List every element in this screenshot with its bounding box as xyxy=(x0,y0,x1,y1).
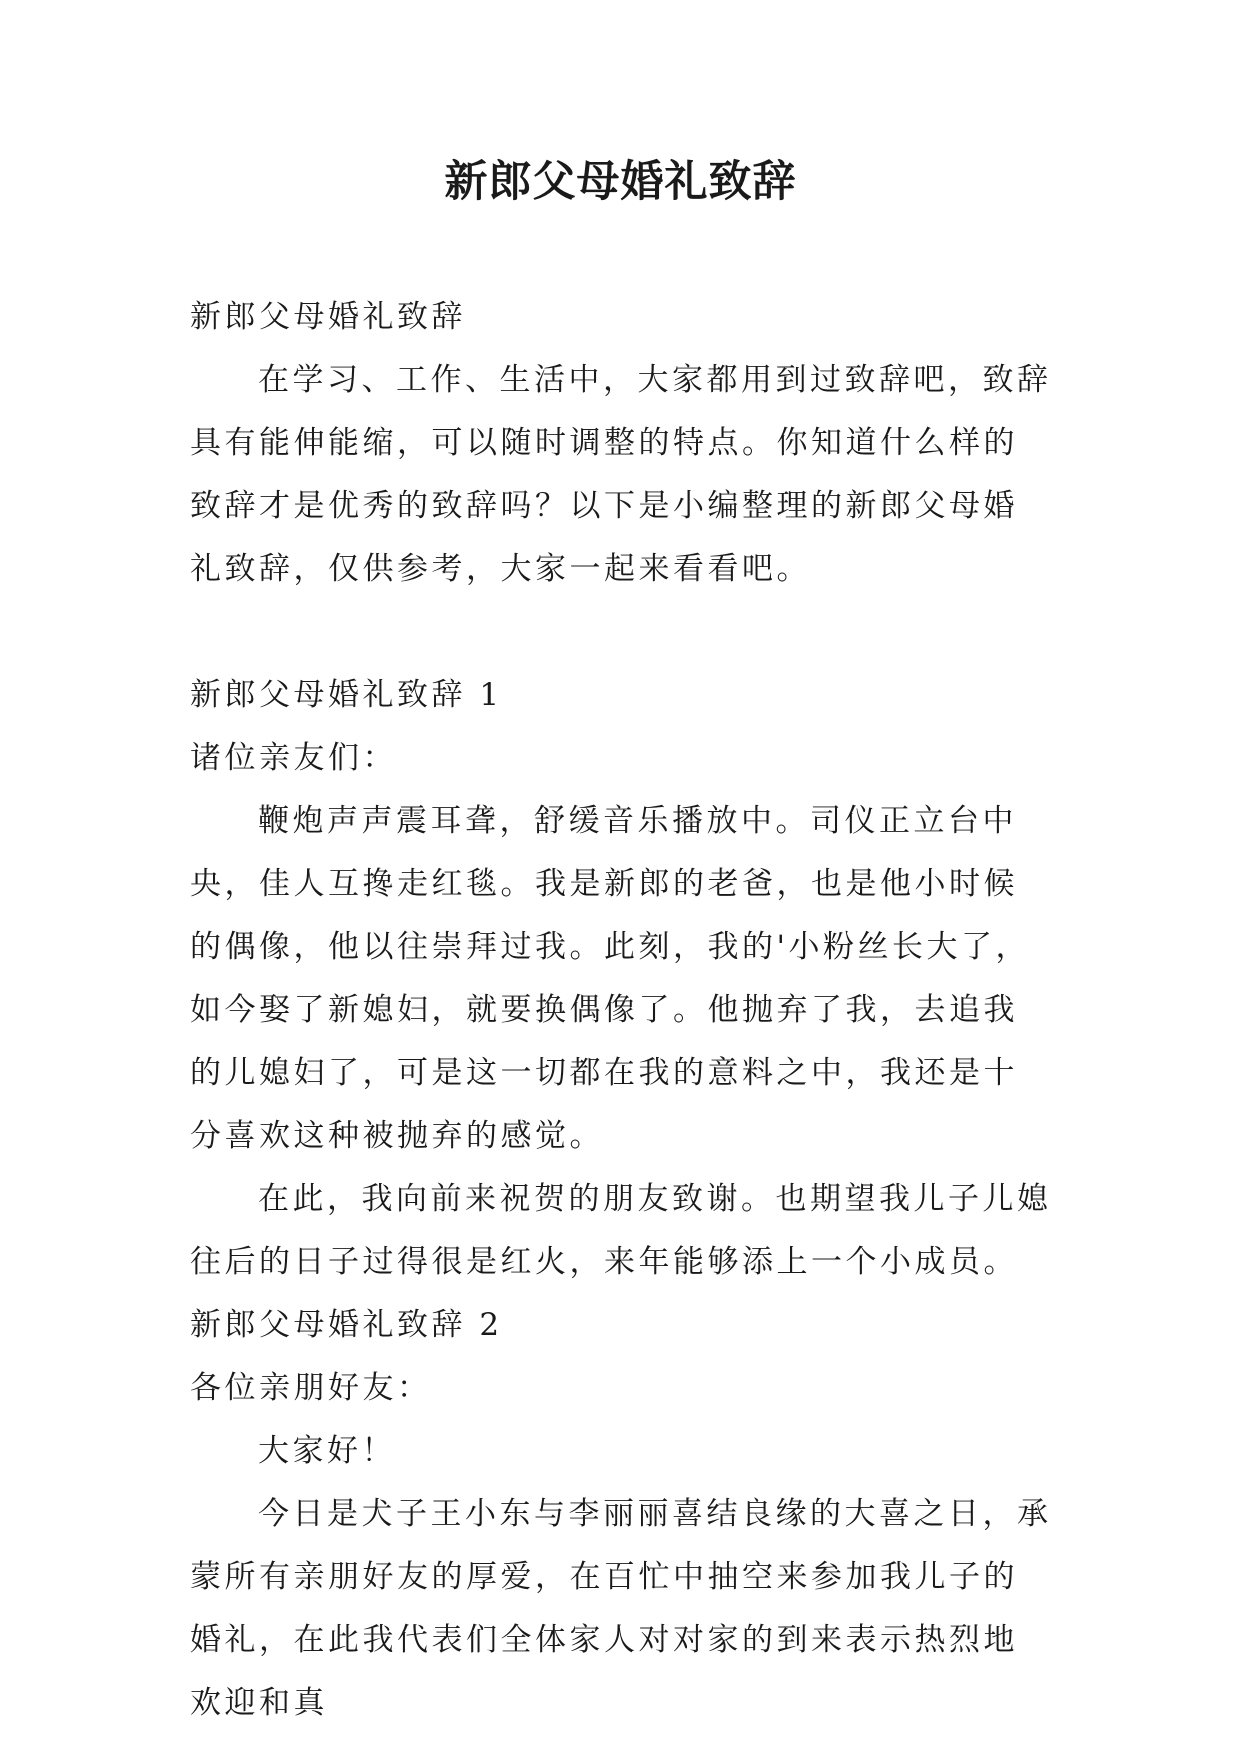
section-heading-1: 新郎父母婚礼致辞 1 xyxy=(190,677,503,713)
subtitle: 新郎父母婚礼致辞 xyxy=(190,299,466,335)
document-body xyxy=(190,286,1052,1735)
paragraph: 今日是犬子王小东与李丽丽喜结良缘的大喜之日，承蒙所有亲朋好友的厚爱，在百忙中抽空来参加我儿子的婚礼，在此我代表们全体家人对对家的到来表示热烈地欢迎和真 xyxy=(190,1496,1052,1721)
salutation-1: 诸位亲友们： xyxy=(190,740,397,776)
section-spacer xyxy=(190,601,1052,664)
section-heading-2: 新郎父母婚礼致辞 2 xyxy=(190,1307,503,1343)
paragraph: 鞭炮声声震耳聋，舒缓音乐播放中。司仪正立台中央，佳人互搀走红毯。我是新郎的老爸，也是他小时候的偶像，他以往崇拜过我。此刻，我的'小粉丝长大了，如今娶了新媳妇，就要换偶像了。他抛弃了我，去追我的儿媳妇了，可是这一切都在我的意料之中，我还是十分喜欢这种被抛弃的感觉。 xyxy=(190,803,1031,1154)
document-title: 新郎父母婚礼致辞 xyxy=(444,157,797,207)
salutation-2: 各位亲朋好友： xyxy=(190,1370,432,1406)
intro-paragraph: 在学习、工作、生活中，大家都用到过致辞吧，致辞具有能伸能缩，可以随时调整的特点。你知道什么样的致辞才是优秀的致辞吗？以下是小编整理的新郎父母婚礼致辞，仅供参考，大家一起来看看吧。 xyxy=(190,362,1052,587)
paragraph: 大家好！ xyxy=(258,1433,396,1469)
paragraph: 在此，我向前来祝贺的朋友致谢。也期望我儿子儿媳往后的日子过得很是红火，来年能够添上一个小成员。 xyxy=(190,1181,1052,1280)
